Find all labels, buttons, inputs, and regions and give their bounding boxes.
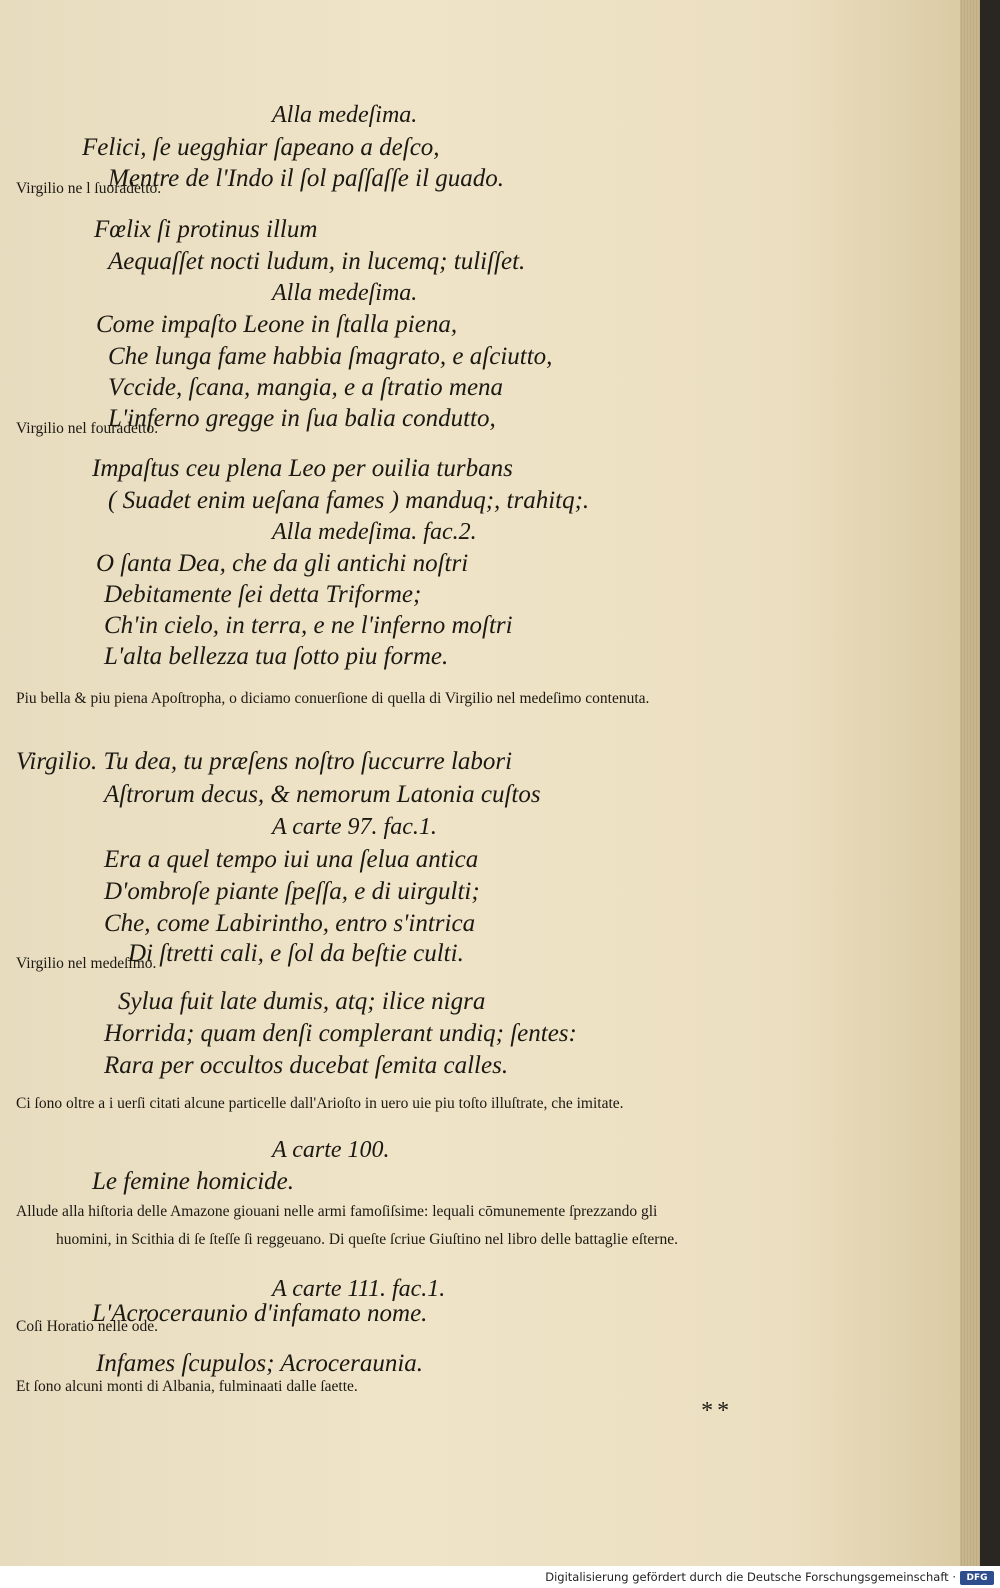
text-line-33: A carte 100. (272, 1137, 390, 1163)
text-line-20: Piu bella & piu piena Apoſtropha, o diciamo conuerſione di quella di Virgilio nel medeſimo contenuta. (16, 690, 650, 707)
dfg-logo: DFG (960, 1571, 994, 1585)
text-line-24: Era a quel tempo iui una ſelua antica (104, 846, 479, 873)
text-line-7: Alla medeſima. (272, 280, 418, 306)
bleed-through (440, 90, 940, 1390)
text-line-14: ( Suadet enim ueſana fames ) manduq;, trahitq;. (108, 487, 590, 514)
text-line-32: Ci ſono oltre a i uerſi citati alcune particelle dall'Arioſto in uero uie piu toſto illuſtrate, che imitate. (16, 1095, 624, 1112)
text-line-38: L'Acroceraunio d'infamato nome. (92, 1300, 428, 1327)
text-line-42: ** (700, 1398, 732, 1424)
page-edge (960, 0, 980, 1566)
text-line-10: Vccide, ſcana, mangia, e a ſtratio mena (108, 374, 504, 401)
footer-credit: Digitalisierung gefördert durch die Deutsche Forschungsgemeinschaft · (545, 1570, 956, 1584)
text-line-29: Sylua fuit late dumis, atq; ilice nigra (118, 988, 486, 1015)
text-line-17: Debitamente ſei detta Triforme; (104, 581, 422, 608)
text-line-2: Felici, ſe uegghiar ſapeano a deſco, (82, 134, 440, 161)
text-line-11: L'inferno gregge in ſua balia condutto, (108, 405, 496, 432)
text-line-3: Mentre de l'Indo il ſol paſſaſſe il guado. (108, 165, 505, 192)
text-line-39: Coſi Horatio nelle ode. (16, 1318, 159, 1335)
text-line-35: Allude alla hiſtoria delle Amazone giouani nelle armi famoſiſsime: lequali cōmunemente ſprezzando gli (16, 1203, 658, 1220)
text-line-30: Horrida; quam denſi complerant undiq; ſentes: (104, 1020, 577, 1047)
text-line-26: Che, come Labirintho, entro s'intrica (104, 910, 476, 937)
text-line-9: Che lunga fame habbia ſmagrato, e aſciutto, (108, 343, 553, 370)
text-line-16: O ſanta Dea, che da gli antichi noſtri (96, 550, 469, 577)
footer-bar (0, 1566, 1000, 1588)
text-line-23: A carte 97. fac.1. (272, 814, 437, 840)
text-line-6: Aequaſſet nocti ludum, in lucemq; tuliſſet. (108, 248, 526, 275)
text-line-15: Alla medeſima. fac.2. (272, 519, 477, 545)
text-line-31: Rara per occultos ducebat ſemita calles. (104, 1052, 509, 1079)
text-line-5: Fœlix ſi protinus illum (94, 216, 318, 243)
text-line-40: Infames ſcupulos; Acroceraunia. (96, 1350, 424, 1377)
text-line-36: huomini, in Scithia di ſe ſteſſe ſi reggeuano. Di queſte ſcriue Giuſtino nel libro delle battaglie eſterne. (56, 1231, 678, 1248)
text-line-4: Virgilio ne l ſuoradetto. (16, 180, 162, 197)
text-line-12: Virgilio nel fouradetto. (16, 420, 159, 437)
text-line-1: Alla medeſima. (272, 102, 418, 128)
text-line-22: Aſtrorum decus, & nemorum Latonia cuſtos (104, 781, 541, 808)
text-line-41: Et ſono alcuni monti di Albania, fulminaati dalle ſaette. (16, 1378, 358, 1395)
text-line-37: A carte 111. fac.1. (272, 1276, 446, 1302)
text-line-21: Virgilio. Tu dea, tu præſens noſtro ſuccurre labori (16, 748, 513, 775)
text-line-34: Le femine homicide. (92, 1168, 295, 1195)
text-line-19: L'alta bellezza tua ſotto piu forme. (104, 643, 449, 670)
text-line-25: D'ombroſe piante ſpeſſa, e di uirgulti; (104, 878, 480, 905)
text-line-18: Ch'in cielo, in terra, e ne l'inferno moſtri (104, 612, 513, 639)
text-line-8: Come impaſto Leone in ſtalla piena, (96, 311, 458, 338)
text-line-13: Impaſtus ceu plena Leo per ouilia turbans (92, 455, 513, 482)
text-line-27: Di ſtretti cali, e ſol da beſtie culti. (128, 940, 464, 967)
text-line-28: Virgilio nel medeſimo. (16, 955, 157, 972)
